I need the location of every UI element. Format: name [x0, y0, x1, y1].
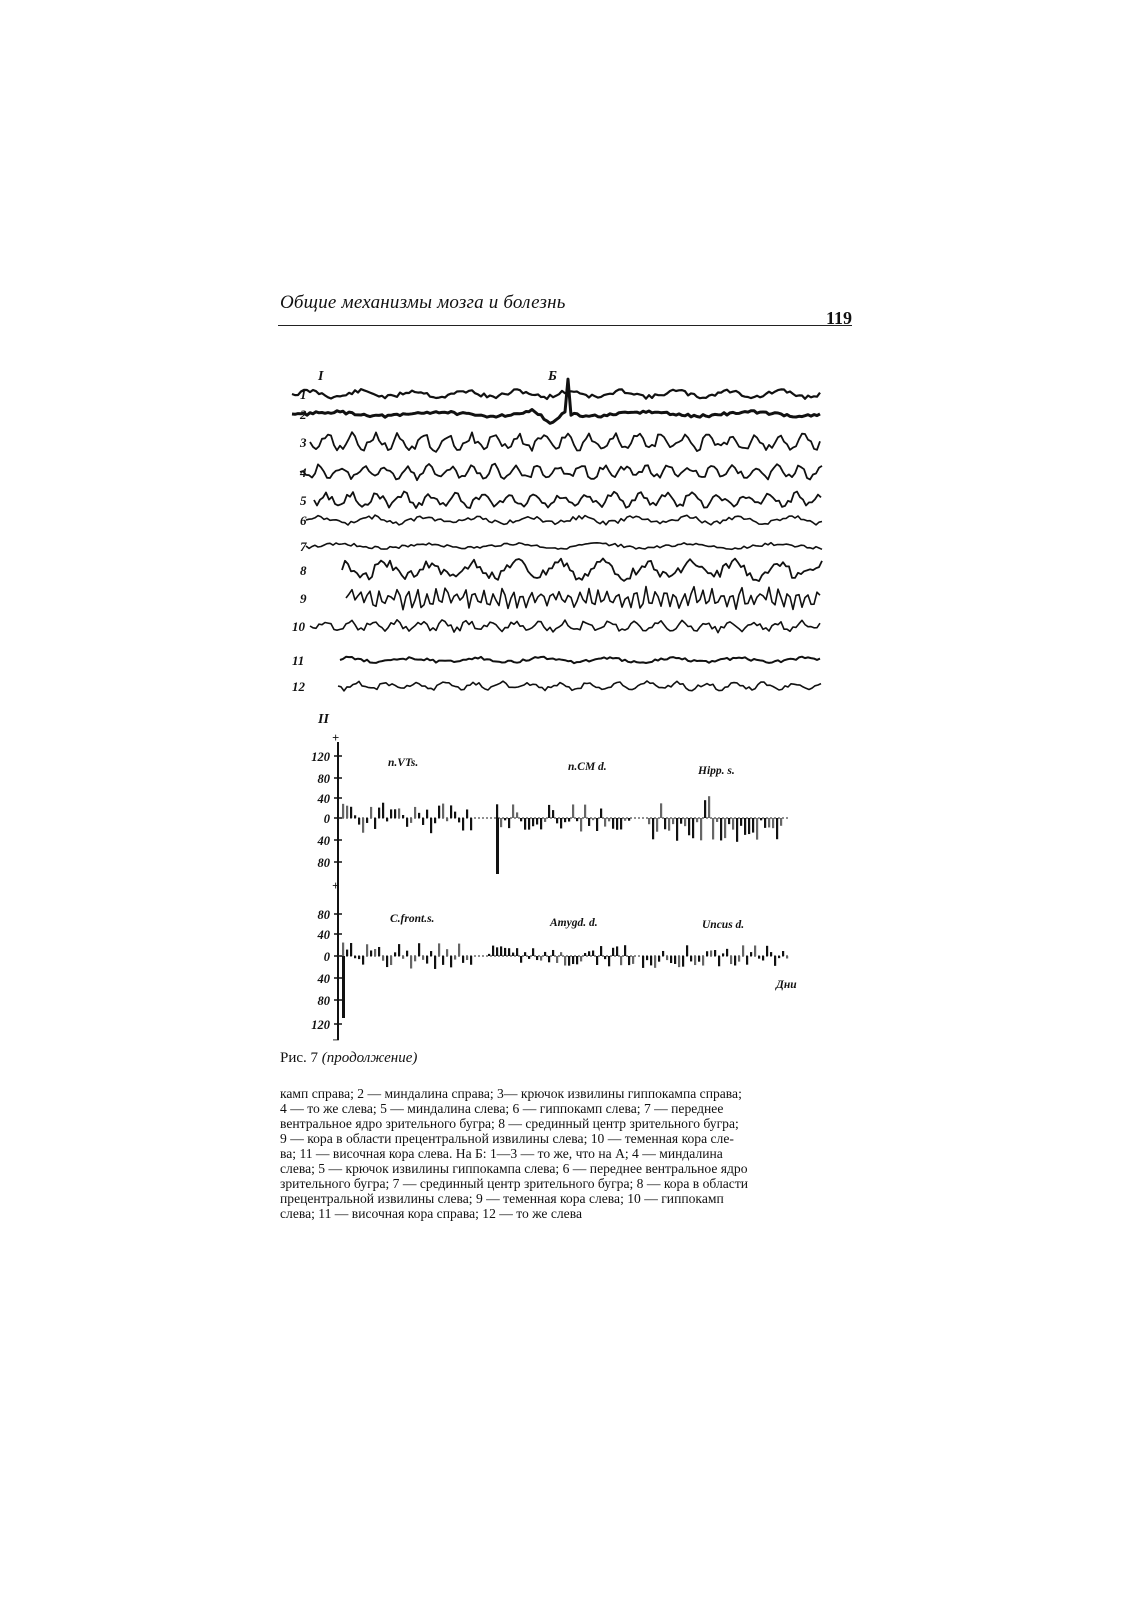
histogram-bar — [786, 956, 788, 959]
figure-note: (продолжение) — [321, 1050, 418, 1066]
histogram-bar — [434, 956, 436, 969]
running-head: Общие механизмы мозга и болезнь — [280, 292, 566, 313]
histogram-bar — [572, 804, 574, 818]
caption-line: слева; 5 — крючок извилины гиппокампа слева; 6 — переднее вентральное ядро — [280, 1161, 748, 1176]
histogram-bar — [496, 947, 498, 956]
histogram-bar — [492, 946, 494, 956]
histogram-bar — [418, 943, 420, 956]
eeg-trace — [314, 492, 821, 509]
histogram-bar — [544, 818, 546, 822]
histogram-bar — [742, 945, 744, 956]
histogram-bar — [508, 818, 510, 828]
histogram-bar — [612, 818, 614, 829]
histogram-bar — [454, 956, 456, 960]
histogram-bar — [398, 944, 400, 956]
histogram-bar — [772, 818, 774, 828]
histogram-bar — [624, 818, 626, 821]
y-tick-label: 120 — [311, 750, 330, 764]
histogram-bar-tall — [342, 956, 345, 1018]
histogram-bar — [386, 956, 388, 967]
histogram-bar — [524, 818, 526, 830]
histogram-bar — [406, 818, 408, 827]
histogram-bar — [716, 818, 718, 822]
histogram-bar — [776, 818, 778, 839]
part-I-label: I — [318, 369, 324, 384]
histogram-bar — [648, 818, 650, 824]
histogram-bar — [394, 809, 396, 818]
trace-number: 5 — [300, 493, 307, 508]
eeg-trace — [340, 657, 820, 664]
histogram-bar — [684, 818, 686, 826]
histogram-bar — [458, 944, 460, 956]
plus-sign-upper: + — [332, 731, 340, 745]
histogram-bar — [660, 803, 662, 818]
minus-sign-lower: − — [332, 1033, 340, 1047]
trace-number: 4 — [300, 465, 307, 480]
y-tick-label: 80 — [317, 994, 330, 1008]
histogram-bar — [756, 818, 758, 840]
trace-number: 6 — [300, 513, 307, 528]
histogram-bar — [418, 813, 420, 818]
histogram-bar — [584, 953, 586, 956]
histogram-bar — [766, 946, 768, 956]
histogram-bar — [764, 818, 766, 828]
histogram-bar — [568, 956, 570, 966]
histogram-bar — [690, 956, 692, 961]
region-label-uncusd: Uncus d. — [702, 919, 745, 931]
histogram-bar — [668, 818, 670, 831]
histogram-bar — [402, 815, 404, 818]
histogram-bar — [398, 808, 400, 818]
histogram-bar — [692, 818, 694, 838]
y-tick-label: 40 — [317, 834, 330, 848]
histogram-bar — [752, 818, 754, 833]
eeg-trace — [338, 681, 821, 691]
eeg-trace — [310, 620, 820, 633]
histogram-bar — [580, 956, 582, 961]
histogram-bar — [718, 956, 720, 966]
trace-number: 8 — [300, 563, 307, 578]
caption-line: прецентральной извилины слева; 9 — теменная кора слева; 10 — гиппокамп — [280, 1191, 724, 1206]
histogram-bar — [732, 818, 734, 830]
caption-line: 4 — то же слева; 5 — миндалина слева; 6 — гиппокамп слева; 7 — переднее — [280, 1101, 724, 1116]
histogram-bar — [694, 956, 696, 965]
histogram-bar — [700, 818, 702, 840]
histogram-bar — [730, 956, 732, 964]
histogram-bar — [496, 804, 498, 818]
histogram-bar — [628, 818, 630, 821]
histogram-bar — [698, 956, 700, 962]
histogram-bar — [386, 818, 388, 821]
y-tick-label: 40 — [317, 972, 330, 986]
histogram-bar — [450, 805, 452, 818]
trace-number: 12 — [292, 679, 305, 694]
y-tick-label: 40 — [317, 928, 330, 942]
histogram-bar — [446, 949, 448, 956]
histogram-bar — [422, 956, 424, 960]
histogram-bar — [422, 818, 424, 825]
page-number: 119 — [826, 308, 853, 328]
histogram-bar — [738, 956, 740, 962]
histogram-bar — [674, 956, 676, 964]
histogram-bar — [774, 956, 776, 966]
histogram-bar — [442, 804, 444, 818]
histogram-bar — [512, 804, 514, 818]
histogram-bar — [664, 818, 666, 829]
histogram-bar — [466, 956, 468, 960]
histogram-bar — [390, 956, 392, 965]
histogram-bar — [650, 956, 652, 965]
histogram-bar — [556, 956, 558, 963]
figure-caption-title — [280, 1050, 417, 1067]
y-tick-label: 0 — [323, 812, 330, 826]
histogram-bar — [754, 945, 756, 956]
histogram-bar — [778, 956, 780, 958]
y-tick-label: 40 — [317, 792, 330, 806]
region-label-hipps: Hipp. s. — [698, 765, 735, 777]
histogram-bar — [366, 944, 368, 956]
histogram-bar — [426, 810, 428, 818]
histogram-bar — [438, 943, 440, 956]
eeg-trace — [342, 559, 822, 582]
histogram-bar — [600, 809, 602, 818]
histogram-bar — [556, 818, 558, 823]
eeg-trace — [292, 389, 820, 399]
histogram-bar — [646, 956, 648, 960]
histogram-bar — [658, 956, 660, 962]
histogram-bar — [458, 818, 460, 822]
histogram-bar — [670, 956, 672, 963]
histogram-bar — [720, 818, 722, 840]
histogram-bar — [666, 956, 668, 960]
histogram-bar — [500, 818, 502, 827]
histogram-bar — [500, 946, 502, 956]
histogram-bar — [750, 952, 752, 956]
histogram-bar — [354, 956, 356, 958]
figure-label: Рис. 7 — [280, 1050, 319, 1066]
caption-line: вентральное ядро зрительного бугра; 8 — срединный центр зрительного бугра; — [280, 1116, 739, 1131]
histogram-bar — [406, 951, 408, 956]
histogram-bar — [608, 818, 610, 821]
histogram-bar — [678, 956, 680, 967]
histogram-bar — [604, 818, 606, 827]
histogram-bar — [362, 956, 364, 965]
y-tick-label: 120 — [311, 1018, 330, 1032]
histogram-bar — [604, 956, 606, 959]
histogram-bar — [552, 950, 554, 956]
histogram-panel-upper — [311, 731, 790, 890]
caption-line: ва; 11 — височная кора слева. На Б: 1—3 — то же, что на А; 4 — миндалина — [280, 1146, 723, 1161]
histogram-bar — [442, 956, 444, 965]
histogram-bar — [620, 956, 622, 965]
histogram-bar — [354, 815, 356, 818]
y-tick-label: 80 — [317, 856, 330, 870]
histogram-bar — [508, 948, 510, 956]
histogram-bar — [382, 803, 384, 818]
histogram-bar — [544, 952, 546, 956]
histogram-bar — [652, 818, 654, 839]
histogram-bar — [592, 951, 594, 956]
trace-number: 3 — [300, 435, 307, 450]
region-label-ncmd: n.CM d. — [568, 761, 607, 773]
histogram-bar — [744, 818, 746, 835]
histogram-bar — [516, 948, 518, 956]
histogram-bar — [560, 952, 562, 956]
part-B-label: Б — [548, 369, 557, 384]
eeg-trace — [310, 432, 820, 452]
region-label-amygdd: Amygd. d. — [550, 917, 598, 929]
histogram-bar — [612, 948, 614, 956]
histogram-bar — [680, 818, 682, 824]
histogram-bar — [632, 956, 634, 964]
histogram-bar — [584, 805, 586, 818]
x-axis-label-days: Дни — [776, 979, 797, 991]
plus-sign-lower: + — [332, 879, 340, 893]
histogram-bar — [430, 818, 432, 833]
histogram-bar — [346, 806, 348, 818]
histogram-bar — [770, 952, 772, 956]
histogram-bar — [576, 956, 578, 964]
eeg-trace — [346, 587, 820, 610]
histogram-bar — [512, 953, 514, 956]
histogram-bar — [710, 950, 712, 956]
region-label-cfronts: C.front.s. — [390, 913, 435, 925]
histogram-bar — [548, 805, 550, 818]
histogram-bar — [466, 809, 468, 818]
histogram-bar — [768, 818, 770, 827]
y-tick-label: 80 — [317, 772, 330, 786]
histogram-bar — [528, 956, 530, 959]
histogram-bar — [370, 950, 372, 956]
histogram-bar — [702, 956, 704, 966]
histogram-bar — [564, 818, 566, 822]
histogram-bar — [782, 951, 784, 956]
histogram-bar — [736, 818, 738, 842]
histogram-bar — [676, 818, 678, 841]
histogram-bar — [572, 956, 574, 964]
histogram-bar — [708, 796, 710, 818]
histogram-bar — [450, 956, 452, 967]
histogram-bar — [446, 818, 448, 821]
histogram-bar — [734, 956, 736, 965]
histogram-bar — [588, 818, 590, 826]
trace-number: 10 — [292, 619, 305, 634]
eeg-trace — [306, 543, 822, 550]
caption-line: камп справа; 2 — миндалина справа; 3— крючок извилины гиппокампа справа; — [280, 1086, 742, 1101]
histogram-bar — [532, 818, 534, 826]
histogram-bar — [576, 818, 578, 821]
histogram-bar — [382, 956, 384, 961]
trace-number: 1 — [300, 387, 307, 402]
y-tick-label: 0 — [323, 950, 330, 964]
histogram-bar — [516, 812, 518, 818]
histogram-bar — [552, 810, 554, 818]
histogram-bar — [488, 954, 490, 956]
eeg-trace — [300, 464, 822, 481]
histogram-bar — [714, 950, 716, 956]
eeg-trace — [292, 379, 820, 423]
histogram-bar — [462, 818, 464, 831]
histogram-bar — [696, 818, 698, 822]
histogram-bar — [362, 818, 364, 833]
histogram-bar — [378, 808, 380, 818]
histogram-bar — [656, 818, 658, 832]
histogram-bar — [434, 818, 436, 823]
histogram-bar — [746, 956, 748, 965]
eeg-traces — [292, 379, 822, 694]
caption-line: 9 — кора в области прецентральной извилины слева; 10 — теменная кора сле- — [280, 1131, 734, 1146]
histogram-bar — [608, 956, 610, 966]
histogram-bar — [370, 807, 372, 818]
part-II-label: II — [318, 712, 329, 727]
histogram-bar — [596, 956, 598, 965]
figure-7 — [270, 360, 850, 1070]
histogram-bar — [378, 947, 380, 956]
histogram-bar — [524, 952, 526, 956]
histogram-bar — [430, 951, 432, 956]
histogram-bar — [414, 956, 416, 961]
histogram-bar — [470, 956, 472, 965]
histogram-bar — [712, 818, 714, 839]
histogram-bar — [624, 945, 626, 956]
histogram-bar — [358, 956, 360, 959]
histogram-bar — [688, 818, 690, 835]
histogram-bar — [620, 818, 622, 829]
region-label-nvts: n.VTs. — [388, 757, 419, 769]
histogram-bar — [662, 951, 664, 956]
histogram-bar — [758, 956, 760, 959]
histogram-panel-lower — [311, 879, 797, 1047]
histogram-bar — [536, 956, 538, 960]
histogram-bar — [580, 818, 582, 831]
histogram-bar — [628, 956, 630, 965]
histogram-bar — [394, 952, 396, 956]
histogram-bar — [462, 956, 464, 963]
histogram-bar — [540, 818, 542, 829]
histogram-bar — [682, 956, 684, 967]
histogram-bar — [728, 818, 730, 824]
histogram-bar — [724, 818, 726, 838]
histogram-bar — [672, 818, 674, 824]
histogram-bar — [374, 949, 376, 956]
histogram-bar — [560, 818, 562, 828]
histogram-bar — [536, 818, 538, 824]
histogram-bar — [780, 818, 782, 826]
y-tick-label: 80 — [317, 908, 330, 922]
histogram-bar — [654, 956, 656, 968]
histogram-bar — [504, 818, 506, 820]
histogram-bar — [454, 812, 456, 818]
histogram-bar — [410, 818, 412, 823]
caption-line: зрительного бугра; 7 — срединный центр зрительного бугра; 8 — кора в области — [280, 1176, 749, 1191]
histogram-bar — [600, 946, 602, 956]
header-rule — [278, 325, 852, 326]
trace-number: 11 — [292, 653, 305, 668]
histogram-bar — [438, 806, 440, 818]
histogram-bar — [740, 818, 742, 826]
histogram-bar — [726, 949, 728, 956]
caption-line: слева; 11 — височная кора справа; 12 — то же слева — [280, 1206, 582, 1221]
histogram-bar — [342, 943, 344, 956]
histogram-bar — [592, 818, 594, 820]
histogram-bar — [528, 818, 530, 830]
histogram-bar — [470, 818, 472, 830]
trace-number: 2 — [300, 407, 307, 422]
histogram-bar — [722, 953, 724, 956]
histogram-bar — [350, 943, 352, 956]
histogram-bar — [760, 818, 762, 820]
trace-number: 7 — [300, 539, 307, 554]
histogram-bar — [402, 956, 404, 959]
histogram-bar — [762, 956, 764, 960]
histogram-bar — [548, 956, 550, 962]
histogram-bar — [540, 956, 542, 961]
histogram-bar — [642, 956, 644, 968]
histogram-bar — [374, 818, 376, 829]
histogram-bar — [414, 807, 416, 818]
figure-caption-body — [280, 1086, 852, 1221]
histogram-bar — [616, 818, 618, 830]
eeg-trace — [306, 515, 822, 525]
histogram-bar — [588, 951, 590, 956]
histogram-bar — [390, 809, 392, 818]
histogram-bar — [568, 818, 570, 822]
trace-number: 9 — [300, 591, 307, 606]
histogram-bar — [596, 818, 598, 831]
histogram-bar — [616, 946, 618, 956]
histogram-bar — [366, 818, 368, 823]
histogram-bar-tall — [496, 818, 499, 874]
histogram-bar — [350, 807, 352, 818]
histogram-bar — [520, 818, 522, 821]
histogram-bar — [342, 804, 344, 818]
histogram-bar — [410, 956, 412, 969]
histogram-bar — [532, 948, 534, 956]
histogram-bar — [346, 950, 348, 956]
histogram-bar — [748, 818, 750, 834]
histogram-bar — [564, 956, 566, 966]
histogram-bar — [426, 956, 428, 964]
histogram-bar — [704, 800, 706, 818]
histogram-bar — [504, 948, 506, 956]
histogram-bar — [358, 818, 360, 825]
histogram-bar — [520, 956, 522, 963]
histogram-bar — [706, 951, 708, 956]
histogram-bar — [686, 945, 688, 956]
